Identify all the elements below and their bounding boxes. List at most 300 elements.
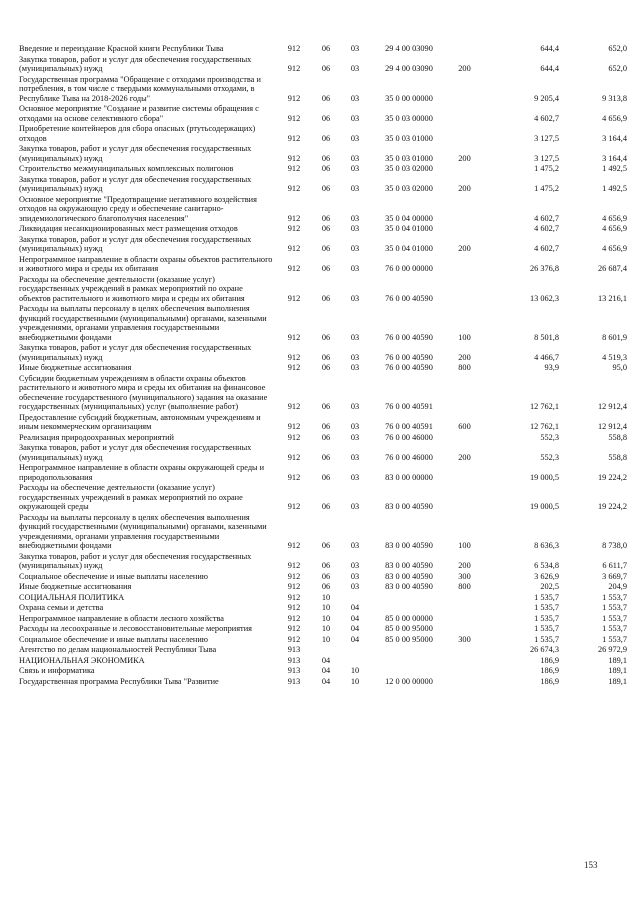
table-row [19,677,627,688]
target-article: 76 0 00 40591 [385,402,433,411]
table-row [19,443,627,463]
ministry-code: 912 [287,541,301,550]
target-article: 76 0 00 00000 [385,264,433,273]
amount-year-1: 4 466,7 [534,352,559,362]
section-code: 06 [321,44,331,53]
item-name: Иные бюджетные ассигнования [19,582,132,591]
target-article: 35 0 03 01000 [385,133,433,143]
item-name: Основное мероприятие "Создание и развитие системы обращения с отходами на основе селективного сбора" [19,104,259,123]
subsection-code: 03 [350,64,360,73]
ministry-code: 912 [287,133,301,143]
expense-type [450,666,479,677]
ministry-code: 913 [287,666,301,675]
item-name: Ликвидация несанкционированных мест размещения отходов [19,224,238,233]
subsection-code: 03 [350,432,360,442]
item-name: Предоставление субсидий бюджетным, автономным учреждениям и иным некоммерческим организациям [19,412,261,431]
item-name: Закупка товаров, работ и услуг для обеспечения государственных (муниципальных) нужд [19,343,252,362]
target-article: 83 0 00 40590 [385,571,433,581]
amount-year-1: 8 636,3 [534,541,559,550]
amount-year-2: 1 553,7 [602,613,627,623]
section-code: 10 [321,592,331,602]
table-row [19,374,627,413]
item-name: Охрана семьи и детства [19,603,104,612]
target-article: 83 0 00 40590 [385,502,433,511]
amount-year-1: 12 762,1 [529,402,559,411]
table-row [19,463,627,483]
ministry-code: 912 [287,64,301,73]
item-name: Расходы на выплаты персоналу в целях обеспечения выполнения функций государственными (муниципальными) органами, казенными учреждениями, органами управления государственными внебюджетными фондами [19,304,267,342]
section-code: 06 [321,264,331,273]
subsection-code: 03 [350,224,360,233]
section-code: 06 [321,224,331,233]
ministry-code: 912 [287,224,301,233]
ministry-code: 912 [287,164,301,173]
table-row [19,343,627,363]
target-article [368,666,450,677]
amount-year-1: 4 602,7 [534,213,559,223]
item-name: Расходы на обеспечение деятельности (оказание услуг) государственных учреждений в рамках мероприятий по охране объектов растительного и животного мира и среды их обитания [19,274,245,303]
amount-year-1: 1 475,2 [534,184,559,193]
target-article: 12 0 00 00000 [385,676,433,686]
amount-year-2: 12 912,4 [597,402,627,411]
table-row [19,235,627,255]
item-name: Связь и информатика [19,666,95,675]
target-article: 29 4 00 03090 [385,44,433,53]
expense-type [450,483,479,513]
expense-type [450,275,479,305]
amount-year-1: 644,4 [540,64,559,73]
amount-year-2: 8 738,0 [602,541,627,550]
amount-year-2: 4 656,9 [602,244,627,253]
amount-year-2: 3 669,7 [602,571,627,581]
table-row [19,104,627,124]
subsection-code: 03 [350,153,360,163]
amount-year-2: 189,1 [608,655,627,665]
target-article: 76 0 00 40590 [385,352,433,362]
amount-year-2: 95,0 [612,363,627,372]
expense-type [450,677,479,688]
subsection-code: 03 [350,213,360,223]
amount-year-2: 19 224,2 [597,502,627,511]
table-row [19,483,627,513]
amount-year-1: 202,5 [540,582,559,591]
ministry-code: 912 [287,634,301,644]
item-name: Непрограммное направление в области охраны окружающей среды и природопользования [19,463,265,482]
item-name: Государственная программа Республики Тыва "Развитие [19,676,219,686]
target-article: 35 0 03 02000 [385,184,433,193]
expense-type: 800 [458,363,471,372]
table-row [19,55,627,75]
ministry-code: 912 [287,352,301,362]
subsection-code [342,645,368,656]
expense-type [450,195,479,225]
subsection-code: 04 [350,603,360,612]
item-name: Закупка товаров, работ и услуг для обеспечения государственных (муниципальных) нужд [19,551,252,570]
table-row [19,363,627,374]
amount-year-1: 1 535,7 [534,634,559,644]
item-name: Закупка товаров, работ и услуг для обеспечения государственных (муниципальных) нужд [19,144,252,163]
expense-type: 200 [458,352,471,362]
amount-year-2: 1 492,5 [602,184,627,193]
item-name: СОЦИАЛЬНАЯ ПОЛИТИКА [19,592,125,602]
amount-year-1: 9 205,4 [534,93,559,103]
section-code: 06 [321,561,331,570]
ministry-code: 912 [287,402,301,411]
ministry-code: 912 [287,213,301,223]
amount-year-1: 644,4 [540,44,559,53]
ministry-code: 912 [287,603,301,612]
target-article: 76 0 00 40590 [385,293,433,303]
expense-type [450,614,479,625]
target-article: 29 4 00 03090 [385,64,433,73]
target-article: 35 0 00 00000 [385,93,433,103]
target-article: 35 0 04 00000 [385,213,433,223]
table-row [19,224,627,235]
section-code: 06 [321,164,331,173]
item-name: Приобретение контейнеров для сбора опасных (ртутьсодержащих) отходов [19,124,256,143]
amount-year-1: 3 626,9 [534,571,559,581]
subsection-code: 03 [350,422,360,431]
target-article [368,593,450,604]
subsection-code: 03 [350,452,360,462]
section-code: 06 [321,153,331,163]
expense-type [450,656,479,667]
section-code: 06 [321,184,331,193]
subsection-code: 04 [350,613,360,623]
section-code: 06 [321,541,331,550]
item-name: Иные бюджетные ассигнования [19,363,132,372]
section-code: 10 [321,634,331,644]
subsection-code: 04 [350,634,360,644]
target-article: 76 0 00 40591 [385,422,433,431]
section-code: 10 [321,613,331,623]
amount-year-2: 652,0 [608,44,627,53]
expense-type [450,124,479,144]
expense-type [450,645,479,656]
subsection-code: 03 [350,293,360,303]
item-name: Социальное обеспечение и иные выплаты населению [19,571,208,581]
subsection-code: 03 [350,244,360,253]
target-article: 35 0 03 00000 [385,113,433,123]
amount-year-2: 13 216,1 [597,293,627,303]
ministry-code: 913 [287,655,301,665]
amount-year-2: 19 224,2 [597,472,627,482]
section-code: 04 [321,666,331,675]
item-name: Введение и переиздание Красной книги Республики Тыва [19,44,224,53]
amount-year-1: 13 062,3 [529,293,559,303]
subsection-code: 03 [350,44,360,53]
table-row [19,624,627,635]
section-code: 06 [321,582,331,591]
subsection-code: 03 [350,541,360,550]
amount-year-2: 1 553,7 [602,624,627,633]
ministry-code: 912 [287,452,301,462]
ministry-code: 912 [287,184,301,193]
expense-type [450,593,479,604]
target-article [368,603,450,614]
target-article [368,645,450,656]
item-name: Расходы на обеспечение деятельности (оказание услуг) государственных учреждений в рамках мероприятий по охране окружающей среды [19,483,243,511]
target-article [368,656,450,667]
expense-type [450,603,479,614]
target-article: 76 0 00 46000 [385,452,433,462]
item-name: Расходы на лесоохранные и лесовосстановительные мероприятия [19,624,252,633]
expense-type: 300 [458,634,471,644]
section-code: 06 [321,64,331,73]
amount-year-2: 558,8 [608,432,627,442]
amount-year-2: 4 519,3 [602,352,627,362]
subsection-code: 03 [350,332,360,342]
subsection-code [342,593,368,604]
expense-type: 800 [458,582,471,591]
target-article: 35 0 04 01000 [385,224,433,233]
expense-type [450,374,479,413]
expense-type: 200 [458,153,471,163]
expense-type: 600 [458,422,471,431]
amount-year-1: 3 127,5 [534,133,559,143]
section-code: 06 [321,244,331,253]
ministry-code: 912 [287,561,301,570]
ministry-code: 912 [287,432,301,442]
amount-year-1: 26 674,3 [529,645,559,654]
table-row [19,413,627,433]
subsection-code: 03 [350,571,360,581]
item-name: Закупка товаров, работ и услуг для обеспечения государственных (муниципальных) нужд [19,174,252,193]
amount-year-1: 3 127,5 [534,153,559,163]
amount-year-2: 12 912,4 [597,422,627,431]
table-row [19,614,627,625]
section-code: 06 [321,113,331,123]
target-article: 85 0 00 95000 [385,624,433,633]
subsection-code: 03 [350,561,360,570]
ministry-code: 912 [287,153,301,163]
expense-type [450,433,479,444]
target-article: 76 0 00 40590 [385,363,433,372]
subsection-code: 03 [350,502,360,511]
table-row [19,124,627,144]
ministry-code: 912 [287,613,301,623]
expense-type [450,624,479,635]
item-name: Закупка товаров, работ и услуг для обеспечения государственных (муниципальных) нужд [19,54,252,73]
amount-year-2: 26 687,4 [597,264,627,273]
item-name: Основное мероприятие "Предотвращение негативного воздействия отходов на окружающую среду и обеспечение санитарно-эпидемиологического благополучия населения" [19,194,257,223]
ministry-code: 912 [287,571,301,581]
amount-year-1: 552,3 [540,432,559,442]
subsection-code: 03 [350,472,360,482]
table-row [19,513,627,552]
table-row [19,582,627,593]
section-code: 06 [321,502,331,511]
target-article: 35 0 04 01000 [385,244,433,253]
section-code: 06 [321,432,331,442]
table-row [19,645,627,656]
subsection-code: 03 [350,402,360,411]
table-row [19,44,627,55]
table-row [19,572,627,583]
table-row [19,164,627,175]
subsection-code: 03 [350,264,360,273]
expense-type [450,104,479,124]
subsection-code: 03 [350,164,360,173]
subsection-code: 03 [350,582,360,591]
amount-year-2: 26 972,9 [597,645,627,654]
table-row [19,75,627,105]
section-code: 10 [321,603,331,612]
expense-type [450,164,479,175]
expense-type: 100 [458,332,471,342]
item-name: Непрограммное направление в области охраны объектов растительного и животного мира и среды их обитания [19,254,273,273]
ministry-code: 912 [287,502,301,511]
amount-year-2: 558,8 [608,452,627,462]
expense-type: 200 [458,244,471,253]
target-article: 85 0 00 00000 [385,613,433,623]
table-row [19,552,627,572]
expense-type: 200 [458,561,471,570]
page-number: 153 [584,860,598,870]
amount-year-2: 652,0 [608,64,627,73]
ministry-code: 912 [287,93,301,103]
table-row [19,255,627,275]
budget-table [19,44,627,687]
table-row [19,593,627,604]
item-name: Субсидии бюджетным учреждениям в области охраны объектов растительного и животного мира и среды их обитания на финансовое обеспечение государственного (муниципального) задания на оказание государственных (муниципальных) услуг (выполнение работ) [19,373,268,411]
amount-year-2: 1 553,7 [602,603,627,612]
amount-year-1: 186,9 [540,655,559,665]
expense-type: 200 [458,452,471,462]
item-name: Реализация природоохранных мероприятий [19,432,174,442]
amount-year-1: 552,3 [540,452,559,462]
ministry-code: 913 [287,645,301,654]
ministry-code: 912 [287,244,301,253]
item-name: НАЦИОНАЛЬНАЯ ЭКОНОМИКА [19,655,145,665]
section-code: 06 [321,133,331,143]
target-article: 83 0 00 00000 [385,472,433,482]
table-row [19,656,627,667]
section-code: 04 [321,655,331,665]
expense-type [450,75,479,105]
expense-type: 200 [458,64,471,73]
section-code: 06 [321,363,331,372]
amount-year-2: 4 656,9 [602,113,627,123]
subsection-code [342,656,368,667]
section-code: 06 [321,402,331,411]
target-article: 83 0 00 40590 [385,561,433,570]
expense-type [450,463,479,483]
subsection-code: 03 [350,93,360,103]
amount-year-2: 3 164,4 [602,153,627,163]
item-name: Агентство по делам национальностей Республики Тыва [19,645,217,654]
amount-year-1: 186,9 [540,676,559,686]
amount-year-1: 19 000,5 [529,502,559,511]
item-name: Непрограммное направление в области лесного хозяйства [19,613,224,623]
amount-year-1: 4 602,7 [534,224,559,233]
amount-year-2: 6 611,7 [602,561,627,570]
target-article: 85 0 00 95000 [385,634,433,644]
section-code: 06 [321,472,331,482]
ministry-code: 912 [287,332,301,342]
target-article: 76 0 00 40590 [385,332,433,342]
item-name: Закупка товаров, работ и услуг для обеспечения государственных (муниципальных) нужд [19,443,252,462]
target-article: 35 0 03 01000 [385,153,433,163]
section-code: 10 [321,624,331,633]
subsection-code: 10 [350,666,360,675]
table-row [19,275,627,305]
amount-year-1: 1 535,7 [534,613,559,623]
amount-year-2: 9 313,8 [602,93,627,103]
amount-year-1: 8 501,8 [534,332,559,342]
section-code: 06 [321,571,331,581]
amount-year-2: 1 553,7 [602,592,627,602]
ministry-code: 912 [287,624,301,633]
amount-year-1: 6 534,8 [534,561,559,570]
ministry-code: 912 [287,264,301,273]
target-article: 83 0 00 40590 [385,582,433,591]
subsection-code: 10 [350,676,360,686]
target-article: 35 0 03 02000 [385,164,433,173]
amount-year-2: 4 656,9 [602,224,627,233]
ministry-code: 912 [287,44,301,53]
table-row [19,666,627,677]
subsection-code: 03 [350,184,360,193]
amount-year-2: 189,1 [608,676,627,686]
subsection-code: 03 [350,113,360,123]
section-code: 06 [321,422,331,431]
expense-type: 300 [458,571,471,581]
amount-year-1: 1 475,2 [534,164,559,173]
ministry-code: 912 [287,582,301,591]
amount-year-2: 3 164,4 [602,133,627,143]
amount-year-2: 204,9 [608,582,627,591]
amount-year-1: 19 000,5 [529,472,559,482]
table-row [19,603,627,614]
table-row [19,195,627,225]
amount-year-2: 1 492,5 [602,164,627,173]
target-article: 76 0 00 46000 [385,432,433,442]
amount-year-2: 4 656,9 [602,213,627,223]
section-code [310,645,342,656]
table-row [19,433,627,444]
section-code: 06 [321,332,331,342]
amount-year-1: 12 762,1 [529,422,559,431]
ministry-code: 913 [287,676,301,686]
section-code: 04 [321,676,331,686]
expense-type: 100 [458,541,471,550]
amount-year-1: 186,9 [540,666,559,675]
expense-type [450,44,479,55]
subsection-code: 03 [350,363,360,372]
section-code: 06 [321,93,331,103]
amount-year-1: 1 535,7 [534,592,559,602]
amount-year-2: 8 601,9 [602,332,627,342]
amount-year-1: 26 376,8 [529,264,559,273]
expense-type [450,224,479,235]
item-name: Социальное обеспечение и иные выплаты населению [19,634,208,644]
amount-year-1: 93,9 [544,363,559,372]
item-name: Расходы на выплаты персоналу в целях обеспечения выполнения функций государственными (муниципальными) органами, казенными учреждениями, органами управления государственными внебюджетными фондами [19,512,267,550]
amount-year-2: 1 553,7 [602,634,627,644]
table-row [19,635,627,646]
amount-year-1: 1 535,7 [534,624,559,633]
expense-type: 200 [458,184,471,193]
table-row [19,304,627,343]
target-article: 83 0 00 40590 [385,541,433,550]
table-row [19,175,627,195]
budget-table-body [19,44,627,687]
subsection-code: 04 [350,624,360,633]
table-row [19,144,627,164]
subsection-code: 03 [350,133,360,143]
amount-year-1: 4 602,7 [534,113,559,123]
